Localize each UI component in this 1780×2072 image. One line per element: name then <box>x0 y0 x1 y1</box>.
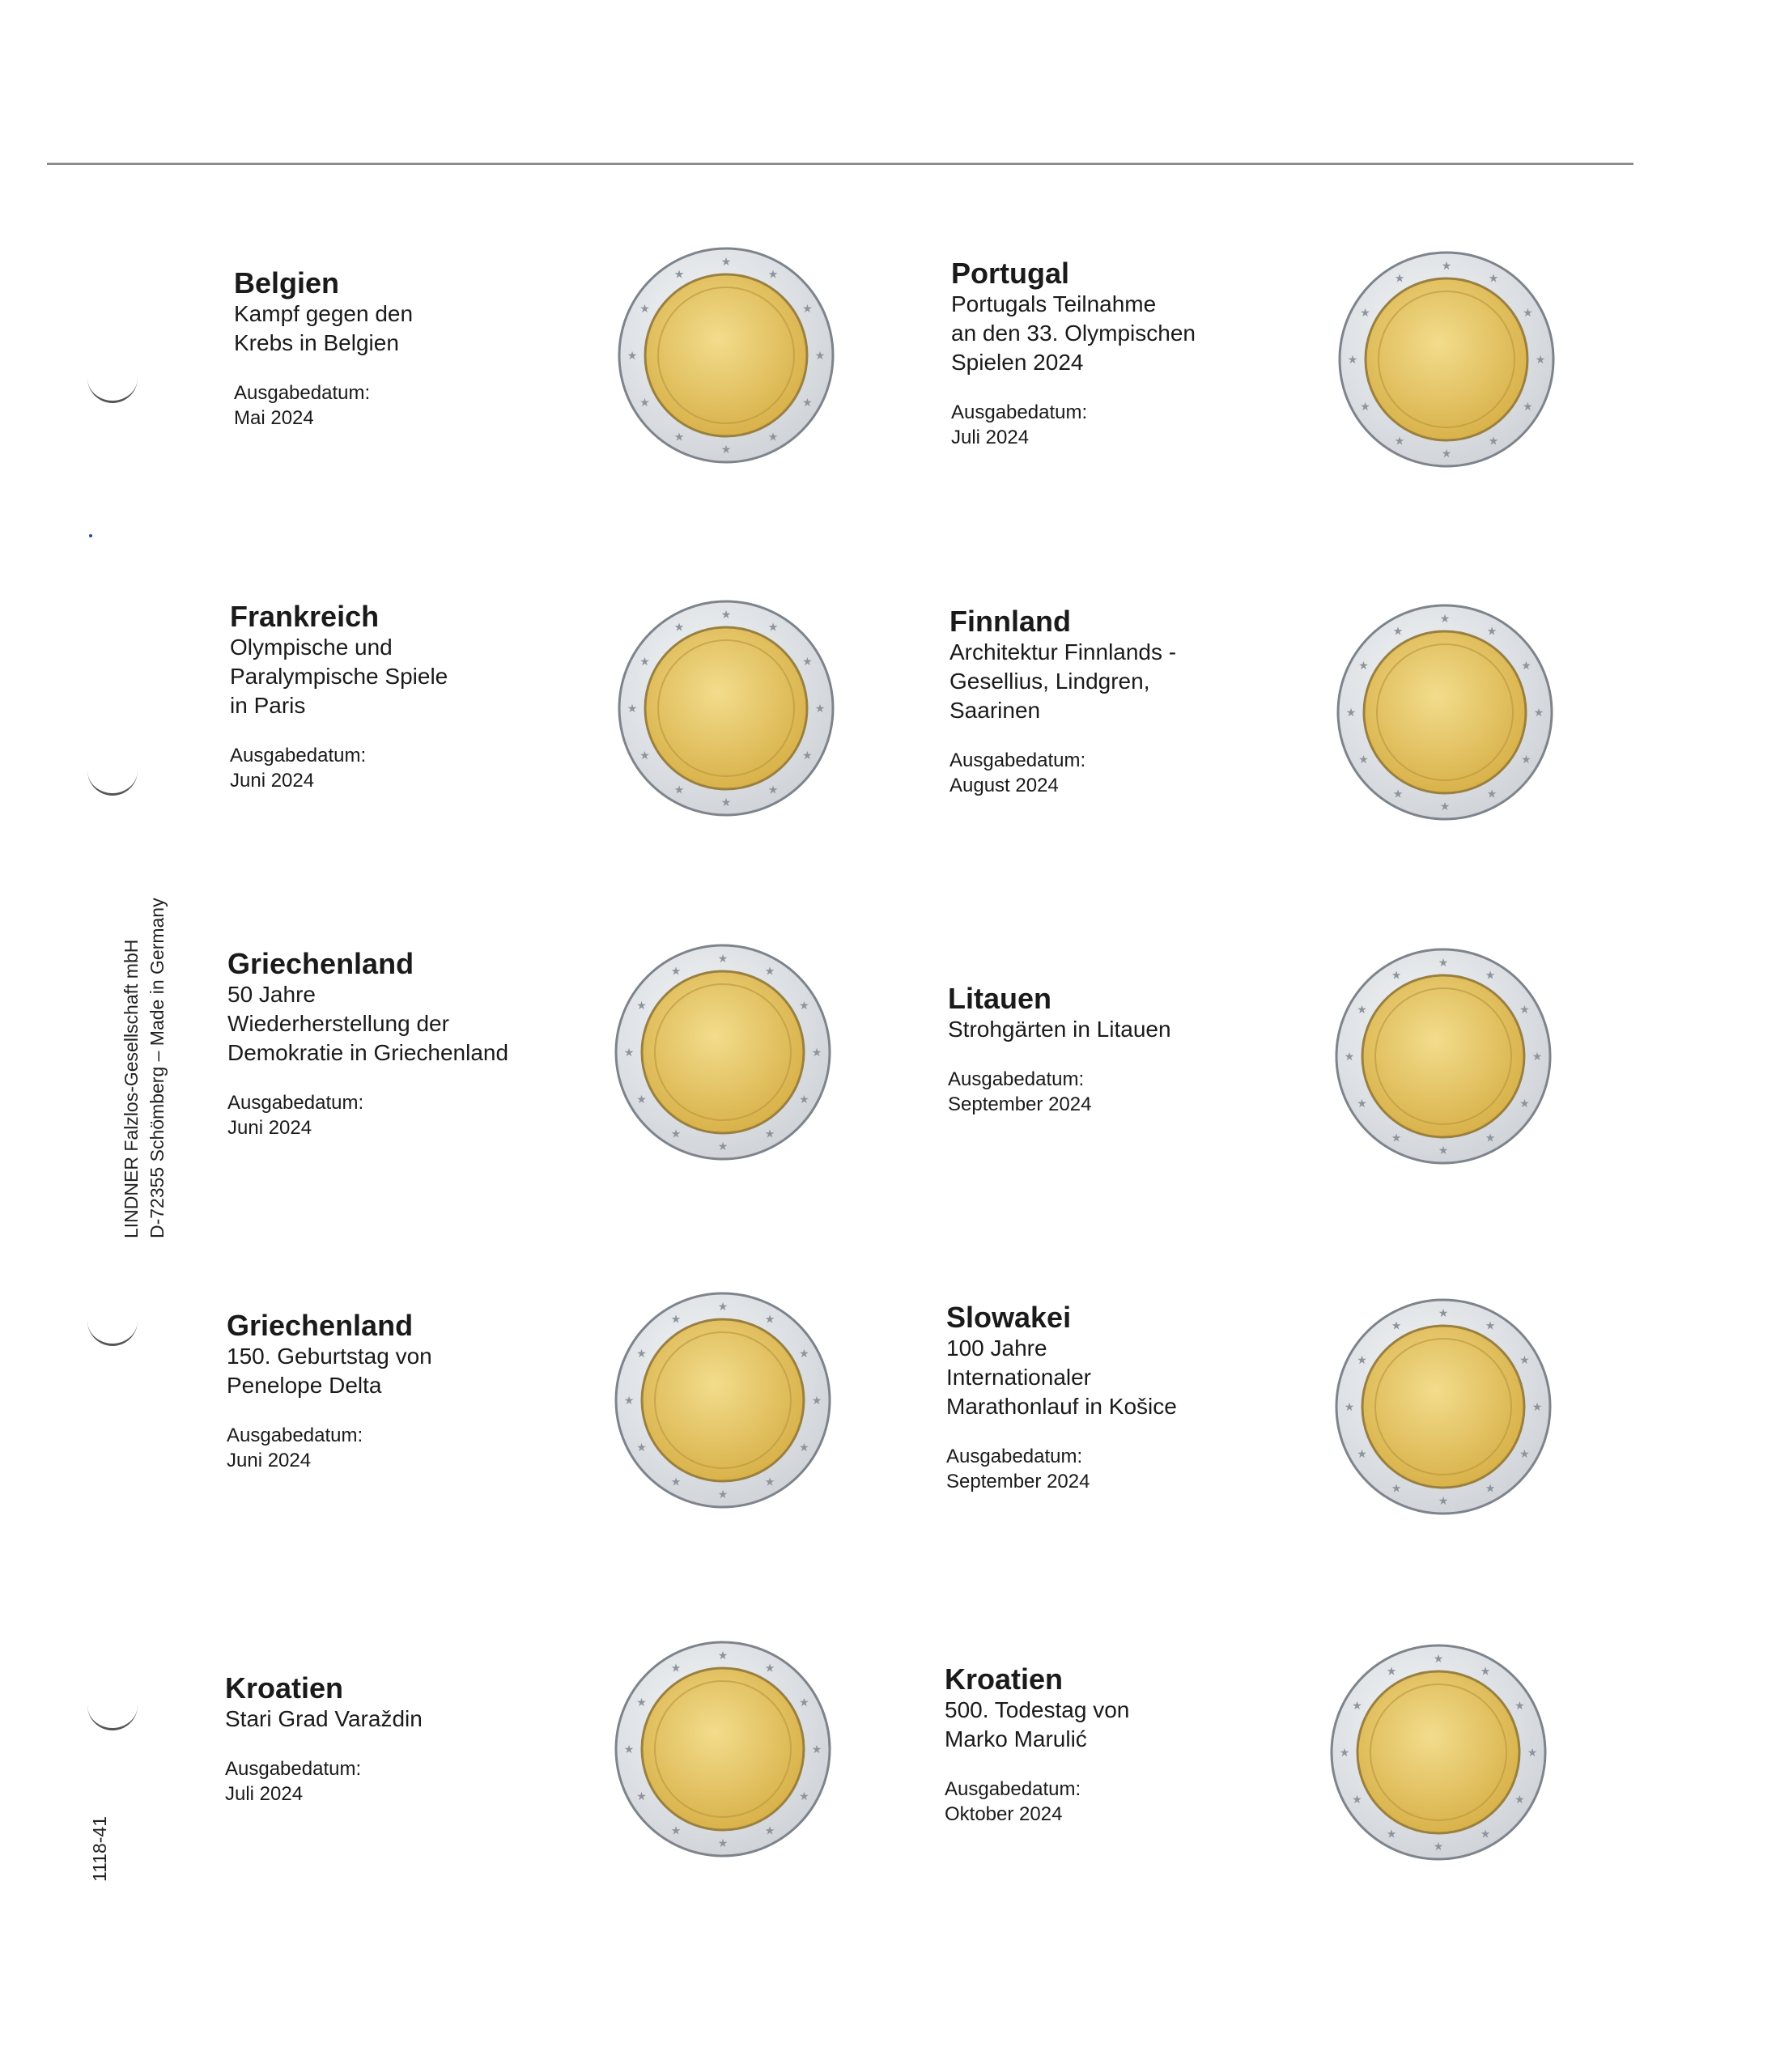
coin-ring-star: ★ <box>1339 1746 1350 1759</box>
coin-ring-star: ★ <box>636 1093 647 1106</box>
coin-inner-core <box>1362 975 1524 1137</box>
issue-date: September 2024 <box>946 1471 1090 1492</box>
coin-description: Kampf gegen den Krebs in Belgien <box>234 301 414 355</box>
coin-ring-star: ★ <box>1360 306 1370 319</box>
coin-ring-star: ★ <box>1391 1481 1402 1495</box>
issue-date-label: Ausgabedatum: <box>227 1092 364 1114</box>
coin-ring-star: ★ <box>1514 1699 1525 1712</box>
coin-description: 100 Jahre Internationaler Marathonlauf in Košice <box>946 1335 1177 1419</box>
coin-ring-star: ★ <box>1485 968 1496 982</box>
coin-ring-star: ★ <box>799 999 809 1012</box>
coin-ring-star: ★ <box>767 620 779 634</box>
ink-speck <box>89 534 92 537</box>
coin-ring-star: ★ <box>811 1046 822 1059</box>
coin-image <box>617 246 835 465</box>
issue-date-label: Ausgabedatum: <box>951 401 1088 423</box>
coin-ring-star: ★ <box>1485 1318 1496 1332</box>
coin-ring-star: ★ <box>636 1696 647 1709</box>
coin-ring-star: ★ <box>1433 1840 1444 1853</box>
coin-ring-star: ★ <box>623 1046 635 1059</box>
coin-country: Frankreich <box>230 600 380 633</box>
coin-entry <box>949 605 1306 798</box>
coin-ring-star: ★ <box>1352 1793 1362 1806</box>
coin-graphic <box>617 599 835 817</box>
coin-graphic <box>617 246 835 465</box>
page-code: 1118-41 <box>89 1816 110 1882</box>
coin-ring-star: ★ <box>1344 1050 1355 1063</box>
coin-ring-star: ★ <box>802 302 813 315</box>
coin-ring-star: ★ <box>802 396 813 409</box>
issue-date: Mai 2024 <box>234 407 314 429</box>
coin-entry <box>951 257 1307 450</box>
coin-description: Stari Grad Varaždin <box>225 1706 423 1731</box>
coin-ring-star: ★ <box>670 1312 682 1326</box>
coin-ring-star: ★ <box>799 1790 809 1802</box>
coin-image <box>614 1291 832 1509</box>
coin-image <box>1337 250 1556 469</box>
coin-inner-core <box>1366 278 1527 440</box>
punch-hole <box>87 761 138 796</box>
issue-date: Oktober 2024 <box>945 1803 1063 1825</box>
coin-ring-star: ★ <box>1523 306 1533 319</box>
coin-graphic <box>1334 1297 1553 1516</box>
coin-ring-star: ★ <box>1485 1131 1496 1144</box>
coin-ring-star: ★ <box>1439 800 1451 813</box>
coin-ring-star: ★ <box>764 1475 775 1488</box>
coin-ring-star: ★ <box>717 1836 729 1849</box>
punch-hole <box>87 368 138 403</box>
coin-graphic <box>614 1291 832 1509</box>
coin-inner-core <box>645 274 807 436</box>
coin-country: Kroatien <box>225 1671 344 1705</box>
coin-ring-star: ★ <box>814 349 826 362</box>
coin-ring-star: ★ <box>670 1661 682 1675</box>
coin-ring-star: ★ <box>1488 271 1499 285</box>
coin-ring-star: ★ <box>1386 1664 1397 1678</box>
coin-ring-star: ★ <box>1352 1699 1362 1712</box>
coin-ring-star: ★ <box>639 396 650 409</box>
coin-ring-star: ★ <box>1519 1353 1530 1366</box>
coin-ring-star: ★ <box>1391 1131 1402 1144</box>
coin-entry <box>948 983 1304 1117</box>
coin-ring-star: ★ <box>764 1312 775 1326</box>
coin-ring-star: ★ <box>1531 1050 1543 1063</box>
coin-image <box>1336 603 1554 822</box>
coin-graphic <box>1336 603 1554 822</box>
coin-ring-star: ★ <box>717 1140 729 1153</box>
coin-inner-core <box>642 1319 804 1481</box>
coin-ring-star: ★ <box>1347 353 1358 366</box>
coin-ring-star: ★ <box>1521 659 1531 672</box>
coin-inner-core <box>1362 1326 1524 1488</box>
coin-image <box>614 943 832 1161</box>
coin-description: 500. Todestag von Marko Marulić <box>945 1697 1130 1751</box>
coin-ring-star: ★ <box>1438 1306 1449 1319</box>
coin-ring-star: ★ <box>673 267 685 281</box>
issue-date-label: Ausgabedatum: <box>946 1446 1083 1467</box>
coin-country: Griechenland <box>227 1309 414 1342</box>
coin-ring-star: ★ <box>1521 753 1531 766</box>
issue-date: Juli 2024 <box>225 1783 304 1805</box>
coin-image <box>1334 1297 1553 1516</box>
coin-ring-star: ★ <box>1392 624 1404 638</box>
coin-ring-star: ★ <box>1438 1144 1449 1157</box>
coin-graphic <box>1329 1643 1548 1862</box>
coin-graphic <box>614 943 832 1161</box>
coin-country: Griechenland <box>227 947 414 980</box>
coin-ring-star: ★ <box>639 302 650 315</box>
coin-ring-star: ★ <box>814 702 826 715</box>
coin-ring-star: ★ <box>764 1127 775 1140</box>
coin-ring-star: ★ <box>764 964 775 978</box>
coin-entry <box>227 1310 583 1473</box>
coin-inner-core <box>1364 631 1526 793</box>
coin-ring-star: ★ <box>1357 1003 1367 1016</box>
coin-ring-star: ★ <box>1527 1746 1538 1759</box>
punch-hole <box>87 1696 138 1730</box>
coin-ring-star: ★ <box>1531 1400 1543 1413</box>
coin-graphic <box>614 1640 832 1858</box>
coin-ring-star: ★ <box>1386 1827 1397 1841</box>
publisher-line-2: D-72355 Schömberg – Made in Germany <box>147 898 168 1238</box>
issue-date: September 2024 <box>948 1093 1092 1115</box>
issue-date-label: Ausgabedatum: <box>948 1068 1085 1090</box>
coin-ring-star: ★ <box>1438 956 1449 969</box>
coin-ring-star: ★ <box>1485 1481 1496 1495</box>
coin-country: Litauen <box>948 982 1052 1015</box>
coin-ring-star: ★ <box>670 1824 682 1837</box>
coin-ring-star: ★ <box>673 430 685 444</box>
coin-ring-star: ★ <box>1391 968 1402 982</box>
coin-ring-star: ★ <box>1535 353 1546 366</box>
coin-ring-star: ★ <box>670 1475 682 1488</box>
issue-date-label: Ausgabedatum: <box>234 382 371 404</box>
coin-ring-star: ★ <box>1438 1494 1449 1507</box>
coin-description: 50 Jahre Wiederherstellung der Demokratie in Griechenland <box>227 982 509 1065</box>
coin-ring-star: ★ <box>623 1743 635 1756</box>
coin-ring-star: ★ <box>1523 400 1533 413</box>
issue-date-label: Ausgabedatum: <box>225 1758 362 1780</box>
coin-ring-star: ★ <box>767 783 779 796</box>
coin-ring-star: ★ <box>1439 612 1451 625</box>
coin-ring-star: ★ <box>1486 787 1497 800</box>
coin-ring-star: ★ <box>764 1824 775 1837</box>
coin-ring-star: ★ <box>627 349 638 362</box>
coin-ring-star: ★ <box>1533 706 1544 719</box>
coin-ring-star: ★ <box>1392 787 1404 800</box>
coin-entry <box>227 948 584 1140</box>
coin-inner-core <box>1357 1671 1519 1833</box>
coin-ring-star: ★ <box>1357 1353 1367 1366</box>
coin-ring-star: ★ <box>636 1347 647 1360</box>
coin-ring-star: ★ <box>717 1300 729 1313</box>
coin-ring-star: ★ <box>670 1127 682 1140</box>
issue-date: Juni 2024 <box>230 770 315 792</box>
coin-ring-star: ★ <box>639 749 650 762</box>
coin-ring-star: ★ <box>720 608 732 621</box>
coin-ring-star: ★ <box>1441 259 1452 272</box>
coin-ring-star: ★ <box>720 443 732 456</box>
coin-ring-star: ★ <box>1514 1793 1525 1806</box>
coin-ring-star: ★ <box>636 999 647 1012</box>
coin-country: Portugal <box>951 257 1070 290</box>
coin-description: Portugals Teilnahme an den 33. Olympischen Spielen 2024 <box>951 291 1196 375</box>
coin-ring-star: ★ <box>1391 1318 1402 1332</box>
coin-ring-star: ★ <box>673 783 685 796</box>
coin-ring-star: ★ <box>799 1347 809 1360</box>
coin-country: Belgien <box>234 266 340 299</box>
coin-country: Finnland <box>949 605 1071 638</box>
punch-hole <box>87 1311 138 1346</box>
coin-ring-star: ★ <box>1344 1400 1355 1413</box>
coin-entry <box>945 1663 1301 1827</box>
coin-image <box>1334 947 1553 1166</box>
coin-image <box>1329 1643 1548 1862</box>
coin-ring-star: ★ <box>673 620 685 634</box>
coin-ring-star: ★ <box>717 1649 729 1662</box>
coin-ring-star: ★ <box>799 1093 809 1106</box>
coin-ring-star: ★ <box>764 1661 775 1675</box>
coin-ring-star: ★ <box>1480 1827 1491 1841</box>
coin-ring-star: ★ <box>1357 1097 1367 1110</box>
coin-ring-star: ★ <box>717 1488 729 1501</box>
coin-ring-star: ★ <box>811 1743 822 1756</box>
coin-image <box>617 599 835 817</box>
issue-date-label: Ausgabedatum: <box>949 749 1086 771</box>
issue-date: August 2024 <box>949 775 1059 796</box>
publisher-imprint <box>118 898 170 1238</box>
coin-inner-core <box>645 627 807 789</box>
coin-ring-star: ★ <box>1480 1664 1491 1678</box>
coin-ring-star: ★ <box>1394 271 1405 285</box>
coin-ring-star: ★ <box>1441 447 1452 460</box>
issue-date-label: Ausgabedatum: <box>945 1778 1081 1800</box>
coin-ring-star: ★ <box>1357 1447 1367 1460</box>
coin-ring-star: ★ <box>799 1696 809 1709</box>
issue-date: Juli 2024 <box>951 427 1030 448</box>
coin-ring-star: ★ <box>636 1441 647 1454</box>
coin-graphic <box>1337 250 1556 469</box>
coin-description: Olympische und Paralympische Spiele in Paris <box>230 635 448 718</box>
coin-entry <box>230 601 586 793</box>
publisher-line-1: LINDNER Falzlos-Gesellschaft mbH <box>121 939 142 1238</box>
coin-ring-star: ★ <box>799 1441 809 1454</box>
coin-ring-star: ★ <box>767 430 779 444</box>
coin-ring-star: ★ <box>1358 659 1369 672</box>
coin-ring-star: ★ <box>670 964 682 978</box>
coin-entry <box>225 1672 581 1807</box>
coin-ring-star: ★ <box>802 655 813 668</box>
coin-ring-star: ★ <box>1360 400 1370 413</box>
coin-ring-star: ★ <box>1358 753 1369 766</box>
coin-ring-star: ★ <box>1394 434 1405 448</box>
coin-country: Kroatien <box>945 1662 1064 1696</box>
coin-description: 150. Geburtstag von Penelope Delta <box>227 1344 432 1398</box>
coin-ring-star: ★ <box>623 1394 635 1407</box>
coin-ring-star: ★ <box>1488 434 1499 448</box>
coin-ring-star: ★ <box>1519 1003 1530 1016</box>
coin-description: Strohgärten in Litauen <box>948 1017 1171 1042</box>
issue-date-label: Ausgabedatum: <box>227 1424 363 1446</box>
coin-inner-core <box>642 971 804 1133</box>
coin-ring-star: ★ <box>636 1790 647 1802</box>
coin-inner-core <box>642 1668 804 1830</box>
coin-ring-star: ★ <box>627 702 638 715</box>
coin-country: Slowakei <box>946 1301 1072 1334</box>
coin-ring-star: ★ <box>717 952 729 965</box>
coin-ring-star: ★ <box>639 655 650 668</box>
coin-ring-star: ★ <box>767 267 779 281</box>
coin-entry <box>946 1301 1302 1494</box>
coin-ring-star: ★ <box>811 1394 822 1407</box>
coin-ring-star: ★ <box>1345 706 1357 719</box>
coin-graphic <box>1334 947 1553 1166</box>
coin-image <box>614 1640 832 1858</box>
issue-date: Juni 2024 <box>227 1450 312 1471</box>
coin-description: Architektur Finnlands - Gesellius, Lindgren, Saarinen <box>949 639 1177 723</box>
coin-ring-star: ★ <box>1433 1652 1444 1665</box>
coin-ring-star: ★ <box>1486 624 1497 638</box>
coin-ring-star: ★ <box>720 796 732 809</box>
coin-ring-star: ★ <box>802 749 813 762</box>
issue-date: Juni 2024 <box>227 1117 312 1139</box>
coin-ring-star: ★ <box>1519 1447 1530 1460</box>
coin-ring-star: ★ <box>720 255 732 268</box>
top-rule <box>47 163 1633 165</box>
coin-entry <box>234 267 590 431</box>
coin-ring-star: ★ <box>1519 1097 1530 1110</box>
issue-date-label: Ausgabedatum: <box>230 745 367 766</box>
